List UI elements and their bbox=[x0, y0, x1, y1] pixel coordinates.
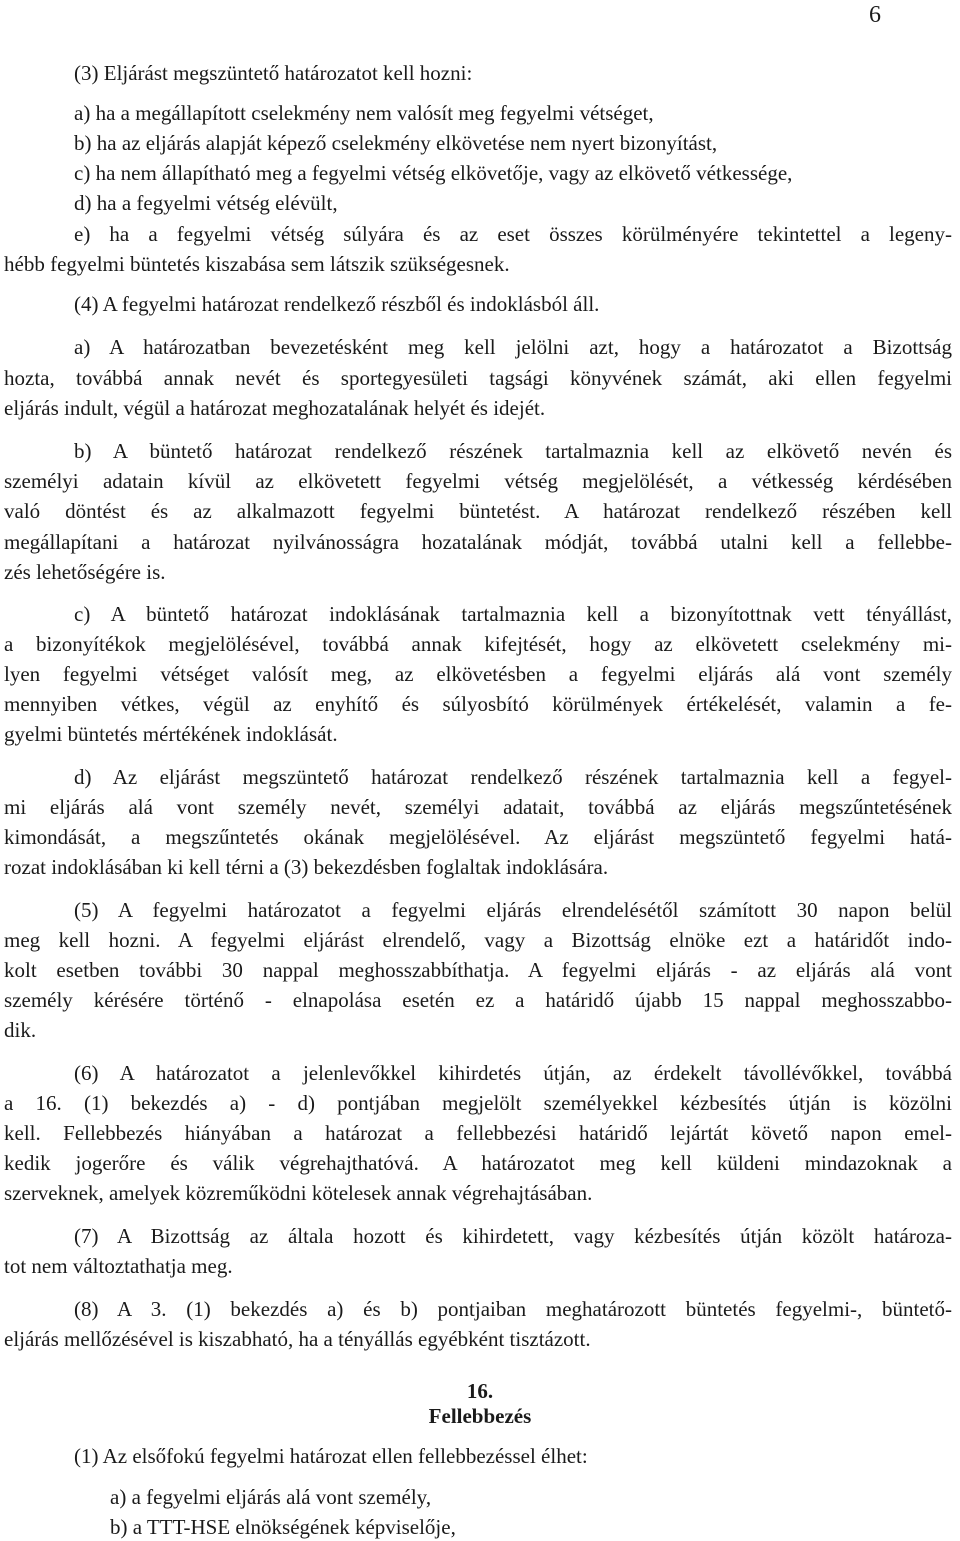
para-4a-line: hozta, továbbá annak nevét és sportegyesületi tagsági könyvének számát, aki ellen fegyelmi bbox=[4, 366, 952, 390]
para-4b-line: személyi adatain kívül az elkövetett fegyelmi vétség megjelölését, a vétkesség kérdésében bbox=[4, 469, 952, 493]
para-4b-line: zés lehetőségére is. bbox=[4, 560, 166, 584]
para-7-line: tot nem változtathatja meg. bbox=[4, 1254, 233, 1278]
para-7-line: (7) A Bizottság az általa hozott és kihirdetett, vagy kézbesítés útján közölt határoza- bbox=[74, 1224, 952, 1248]
para-6-line: szerveknek, amelyek közreműködni kötelesek annak végrehajtásában. bbox=[4, 1181, 593, 1205]
para-4d-line: kimondását, a megszűntetés okának megjelölésével. Az eljárást megszüntető fegyelmi hatá- bbox=[4, 825, 952, 849]
para-4d-line: mi eljárás alá vont személy nevét, személyi adatait, továbbá az eljárás megszűntetésének bbox=[4, 795, 952, 819]
list-item-b: b) ha az eljárás alapját képező cselekmény elkövetése nem nyert bizonyítást, bbox=[74, 131, 718, 155]
para-4c-line: gyelmi büntetés mértékének indoklását. bbox=[4, 722, 338, 746]
para-4c-line: c) A büntető határozat indoklásának tartalmaznia kell a bizonyítottnak vett tényállást, bbox=[74, 602, 952, 626]
section-list-item-b: b) a TTT-HSE elnökségének képviselője, bbox=[110, 1515, 456, 1539]
para-4c-line: lyen fegyelmi vétséget valósít meg, az elkövetésben a fegyelmi eljárás alá vont személy bbox=[4, 662, 952, 686]
para-5-line: személy kérésére történő - elnapolása esetén ez a határidő újabb 15 nappal meghosszabbo- bbox=[4, 988, 952, 1012]
para-6-line: (6) A határozatot a jelenlevőkkel kihirdetés útján, az érdekelt távollévőkkel, továbbá bbox=[74, 1061, 952, 1085]
list-item-d: d) ha a fegyelmi vétség elévült, bbox=[74, 191, 338, 215]
para-5-line: dik. bbox=[4, 1018, 37, 1042]
para-4d-line: rozat indoklásában ki kell térni a (3) bekezdésben foglaltak indoklására. bbox=[4, 855, 609, 879]
para-5-line: kolt esetben további 30 nappal meghosszabbíthatja. A fegyelmi eljárás - az eljárás alá vont bbox=[4, 958, 952, 982]
para-3-heading: (3) Eljárást megszüntető határozatot kell hozni: bbox=[74, 61, 473, 85]
para-8-line: eljárás mellőzésével is kiszabható, ha a tényállás egyébként tisztázott. bbox=[4, 1327, 591, 1351]
page-number: 6 bbox=[869, 2, 881, 28]
para-4b-line: b) A büntető határozat rendelkező részének tartalmaznia kell az elkövető nevén és bbox=[74, 439, 952, 463]
list-item-e: e) ha a fegyelmi vétség súlyára és az eset összes körülményére tekintettel a legeny- bbox=[74, 222, 952, 246]
list-item-e-cont: hébb fegyelmi büntetés kiszabása sem látszik szükségesnek. bbox=[4, 252, 510, 276]
para-6-line: kell. Fellebbezés hiányában a határozat a fellebbezési határidő lejártát követő napon emel- bbox=[4, 1121, 952, 1145]
para-4a-line: a) A határozatban bevezetésként meg kell jelölni azt, hogy a határozatot a Bizottság bbox=[74, 335, 952, 359]
para-6-line: a 16. (1) bekezdés a) - d) pontjában megjelölt személyekkel kézbesítés útján is közölni bbox=[4, 1091, 952, 1115]
section-title: Fellebbezés bbox=[428, 1404, 532, 1428]
list-item-a: a) ha a megállapított cselekmény nem valósít meg fegyelmi vétséget, bbox=[74, 101, 654, 125]
section-para-1: (1) Az elsőfokú fegyelmi határozat ellen fellebbezéssel élhet: bbox=[74, 1444, 588, 1468]
para-4c-line: mennyiben vétkes, végül az enyhítő és súlyosbító körülmények értékelését, valamin a fe- bbox=[4, 692, 952, 716]
para-8-line: (8) A 3. (1) bekezdés a) és b) pontjaiban meghatározott büntetés fegyelmi-, büntető- bbox=[74, 1297, 952, 1321]
para-5-line: (5) A fegyelmi határozatot a fegyelmi eljárás elrendelésétől számított 30 napon belül bbox=[74, 898, 952, 922]
para-6-line: kedik jogerőre és válik végrehajthatóvá. A határozatot meg kell küldeni mindazoknak a bbox=[4, 1151, 952, 1175]
section-number: 16. bbox=[466, 1379, 494, 1403]
para-5-line: meg kell hozni. A fegyelmi eljárást elrendelő, vagy a Bizottság elnöke ezt a határidőt indo- bbox=[4, 928, 952, 952]
para-4: (4) A fegyelmi határozat rendelkező részből és indoklásból áll. bbox=[74, 292, 600, 316]
para-4b-line: megállapítani a határozat nyilvánosságra hozatalának módját, továbbá utalni kell a fellebbe- bbox=[4, 530, 952, 554]
para-4b-line: való döntést és az alkalmazott fegyelmi büntetést. A határozat rendelkező részében kell bbox=[4, 499, 952, 523]
list-item-c: c) ha nem állapítható meg a fegyelmi vétség elkövetője, vagy az elkövető vétkessége, bbox=[74, 161, 793, 185]
para-4c-line: a bizonyítékok megjelölésével, továbbá annak kifejtését, hogy az elkövetett cselekmény mi- bbox=[4, 632, 952, 656]
para-4a-line: eljárás indult, végül a határozat meghozatalának helyét és idejét. bbox=[4, 396, 546, 420]
para-4d-line: d) Az eljárást megszüntető határozat rendelkező részének tartalmaznia kell a fegyel- bbox=[74, 765, 952, 789]
section-list-item-a: a) a fegyelmi eljárás alá vont személy, bbox=[110, 1485, 432, 1509]
